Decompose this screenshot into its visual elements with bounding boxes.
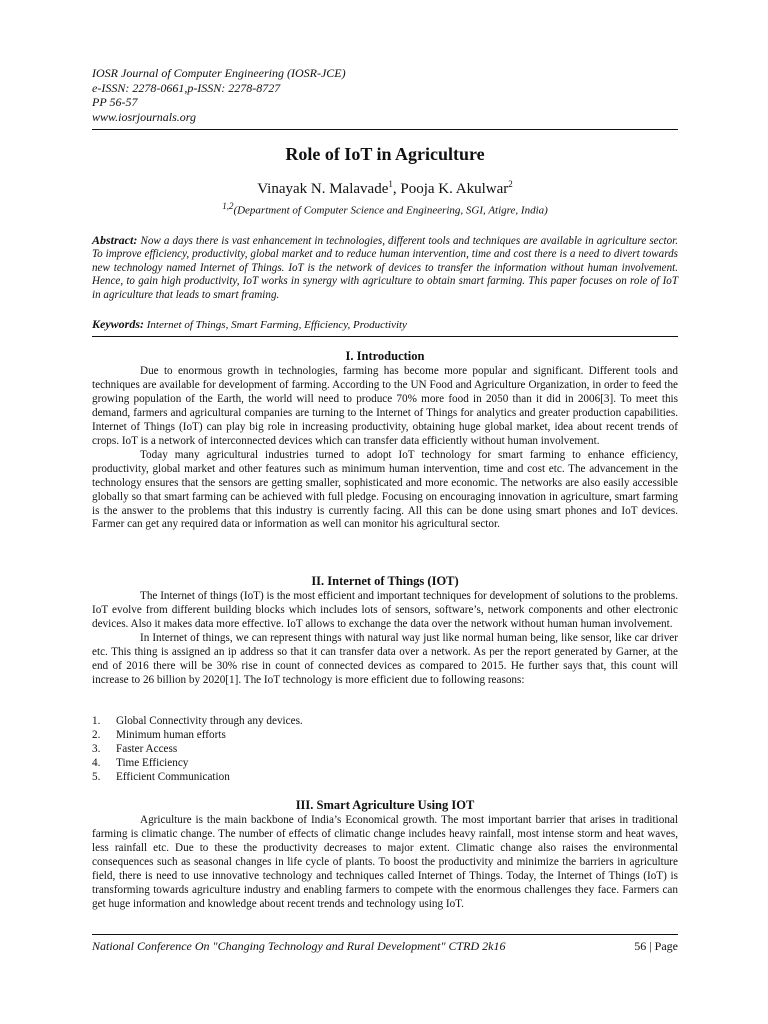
abstract-rule — [92, 336, 678, 337]
abstract-text: Now a days there is vast enhancement in technologies, different tools and techniques are available in agriculture sector. To improve efficiency, productivity, global market and to reduce human intervention, time and cost there is a need to divert towards new technology named Internet of Things. IoT is the network of devices to transfer the information without human involvement. Hence, to gain high productivity, IoT works in synergy with agriculture to obtain smart farming. This paper focuses on role of IoT in agriculture that leads to smart framing. — [92, 235, 678, 301]
journal-header — [92, 66, 692, 124]
authors — [92, 179, 678, 198]
affiliation-mark: 1,2 — [222, 201, 234, 211]
abstract-label: Abstract: — [92, 233, 138, 247]
keywords-label: Keywords: — [92, 317, 144, 331]
paragraph: The Internet of things (IoT) is the most efficient and important techniques for development of solutions to the problems. IoT evolve from different building blocks which includes lots of sensors, software’s, network components and other electronic devices. Also it makes data more effective. IoT allows to exchange the data over the network without human human involvement. — [92, 590, 678, 630]
list-item: 1. Global Connectivity through any devices. — [92, 715, 303, 727]
author-1: Vinayak N. Malavade — [257, 181, 389, 197]
affiliation-text: (Department of Computer Science and Engineering, SGI, Atigre, India) — [233, 204, 548, 217]
list-item: 3. Faster Access — [92, 743, 178, 755]
author-2-affil-mark: 2 — [508, 179, 513, 189]
affiliation — [92, 201, 678, 217]
section-heading-smart-agriculture: III. Smart Agriculture Using IOT — [295, 798, 475, 812]
keywords-text: Internet of Things, Smart Farming, Efficiency, Productivity — [146, 319, 407, 331]
journal-issn: e-ISSN: 2278-0661,p-ISSN: 2278-8727 — [92, 80, 281, 95]
journal-pages: PP 56-57 — [92, 95, 138, 110]
list-item: 4. Time Efficiency — [92, 757, 189, 769]
page-number: 56 | Page — [634, 939, 678, 953]
author-2: Pooja K. Akulwar — [400, 181, 509, 197]
header-rule — [92, 129, 678, 130]
paragraph: Today many agricultural industries turned to adopt IoT technology for smart farming to enhance efficiency, productivity, global market and other features such as minimum human intervention, time and cost etc. The advancement in the technology ensures that the sensors are getting smaller, sophisticated and more economic. The networks are also easily accessible globally so that smart farming can be achieved with full pledge. Focusing on encouraging innovation in agriculture, smart farming is the answer to the problems that this industry is currently facing. All this can be done using smart phones and IoT devices. Farmer can get any required data or information as well can monitor his agricultural sector. — [92, 448, 678, 531]
abstract — [92, 234, 678, 302]
section-heading-iot: II. Internet of Things (IOT) — [311, 574, 459, 588]
paper-title: Role of IoT in Agriculture — [285, 144, 485, 164]
section-body-smart-agriculture — [92, 814, 678, 912]
keywords — [92, 317, 678, 332]
reasons-list — [92, 714, 392, 784]
author-separator: , — [392, 181, 401, 197]
list-item: 2. Minimum human efforts — [92, 729, 226, 741]
paragraph: Agriculture is the main backbone of India’s Economical growth. The most important barrier that arises in traditional farming is climatic change. The number of effects of climatic change includes heavy rainfall, most intense storm and heat waves, less rainfall etc. Due to these the productivity decreases to major extent. Climatic change also raises the environmental consequences such as seasonal changes in life cycle of plants. To boost the productivity and minimize the barriers in agriculture field, there is need to use innovative technology and techniques called Internet of Things. Today, the Internet of Things (IoT) is transforming towards agriculture industry and enabling farmers to compete with the enormous challenges they face. Farmers can get huge information and knowledge about recent trends and technology using IoT. — [92, 814, 678, 910]
journal-website[interactable]: www.iosrjournals.org — [92, 109, 197, 124]
paragraph: In Internet of things, we can represent things with natural way just like normal human being, like sensor, like car driver etc. This thing is assigned an ip address so that it can transfer data over a network. As per the report generated by Garner, at the end of 2016 there will be 30% rise in count of connected devices as compared to 2015. He further says that, this count will increase to 26 billion by 2020[1]. The IoT technology is more efficient due to following reasons: — [92, 631, 678, 686]
list-item: 5. Efficient Communication — [92, 771, 230, 783]
section-body-iot — [92, 590, 678, 688]
conference-name: National Conference On "Changing Technology and Rural Development" CTRD 2k16 — [92, 939, 506, 953]
footer-rule — [92, 934, 678, 935]
page-footer — [92, 939, 678, 954]
author-1-affil-mark: 1 — [388, 179, 393, 189]
section-heading-introduction: I. Introduction — [345, 349, 425, 363]
section-body-introduction — [92, 365, 678, 532]
paragraph: Due to enormous growth in technologies, farming has become more popular and significant. Different tools and techniques are available for development of farming. According to the UN Food and Agriculture Organization, in order to feed the growing population of the Earth, the world will need to produce 70% more food in 2050 than it did in 2006[3]. To meet this demand, farmers and agricultural companies are turning to the Internet of Things for analytics and greater production capabilities. Internet of Things (IoT) can play big role in increasing productivity, obtaining huge global market, idea about recent trends of crops. IoT is a network of interconnected devices which can transfer data efficiently without human involvement. — [92, 365, 678, 447]
journal-name: IOSR Journal of Computer Engineering (IOSR-JCE) — [92, 66, 346, 80]
